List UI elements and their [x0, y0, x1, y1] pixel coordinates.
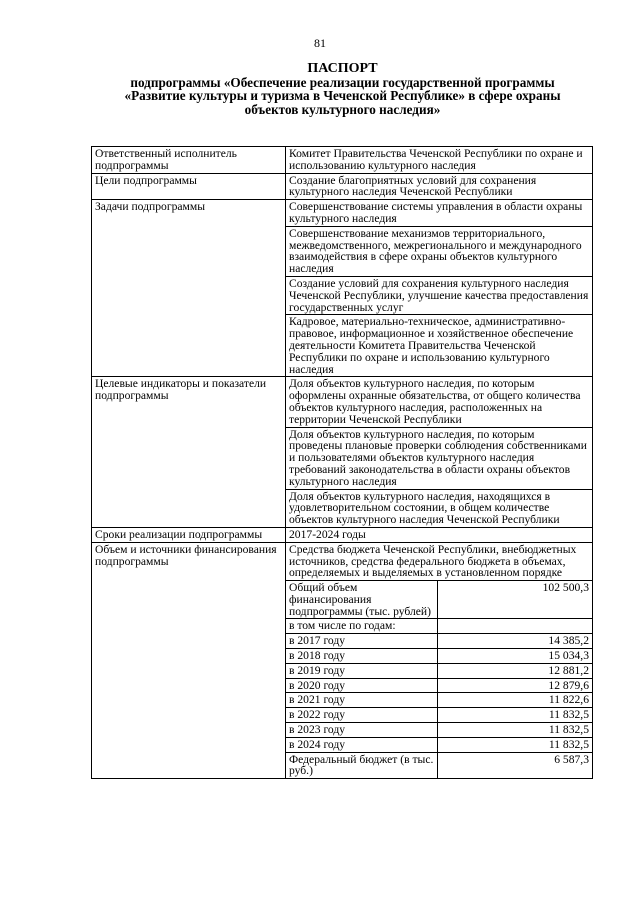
financing-by-years-label: в том числе по годам:: [286, 619, 438, 634]
financing-total-label: Общий объем финансирования подпрограммы (тыс. рублей): [286, 581, 438, 619]
table-row: [92, 200, 593, 227]
title-heading: ПАСПОРТ: [307, 61, 378, 76]
year-value: 14 385,2: [438, 634, 593, 649]
table-row: [92, 147, 593, 174]
year-value: 11 832,5: [438, 723, 593, 738]
year-value: 12 879,6: [438, 678, 593, 693]
goals-label: Цели подпрограммы: [92, 173, 286, 200]
table-row: [92, 527, 593, 542]
executor-label: Ответственный исполнитель подпрограммы: [92, 147, 286, 174]
year-label: в 2022 году: [286, 708, 438, 723]
year-label: в 2017 году: [286, 634, 438, 649]
financing-label: Объем и источники финансирования подпрограммы: [92, 542, 286, 779]
year-label: в 2019 году: [286, 663, 438, 678]
executor-value: Комитет Правительства Чеченской Республики по охране и использованию культурного наследия: [286, 147, 593, 174]
title-line-3: объектов культурного наследия»: [244, 101, 441, 117]
year-value: 11 832,5: [438, 737, 593, 752]
year-value: 15 034,3: [438, 649, 593, 664]
task-item: Создание условий для сохранения культурного наследия Чеченской Республики, улучшение качества предоставления государственных услуг: [286, 276, 593, 314]
year-label: в 2024 году: [286, 737, 438, 752]
year-value: 11 832,5: [438, 708, 593, 723]
indicator-item: Доля объектов культурного наследия, находящихся в удовлетворительном состоянии, в общем количестве объектов культурного наследия Чеченской Республики: [286, 489, 593, 527]
task-item: Совершенствование системы управления в области охраны культурного наследия: [286, 200, 593, 227]
federal-label: Федеральный бюджет (в тыс. руб.): [286, 752, 438, 779]
year-value: 11 822,6: [438, 693, 593, 708]
passport-table: [91, 146, 593, 779]
indicator-item: Доля объектов культурного наследия, по которым проведены плановые проверки соблюдения собственниками и пользователями объектов культурного наследия требований законодательства в области охраны объектов культурного наследия: [286, 427, 593, 489]
year-label: в 2018 году: [286, 649, 438, 664]
federal-value: 6 587,3: [438, 752, 593, 779]
year-label: в 2020 году: [286, 678, 438, 693]
title-line-1: подпрограммы «Обеспечение реализации государственной программы: [130, 74, 555, 90]
financing-sources: Средства бюджета Чеченской Республики, внебюджетных источников, средства федерального бюджета в объемах, определяемых и выделяемых в установленном порядке: [286, 542, 593, 580]
table-row: [92, 377, 593, 427]
financing-by-years-empty: [438, 619, 593, 634]
title-line-2: «Развитие культуры и туризма в Чеченской Республике» в сфере охраны: [124, 88, 561, 103]
year-label: в 2023 году: [286, 723, 438, 738]
financing-total-value: 102 500,3: [438, 581, 593, 619]
document-title: [90, 62, 595, 116]
task-item: Совершенствование механизмов территориального, межведомственного, межрегионального и международного взаимодействия в сфере охраны объектов культурного наследия: [286, 226, 593, 276]
terms-label: Сроки реализации подпрограммы: [92, 527, 286, 542]
terms-value: 2017-2024 годы: [286, 527, 593, 542]
goals-value: Создание благоприятных условий для сохранения культурного наследия Чеченской Республики: [286, 173, 593, 200]
indicators-label: Целевые индикаторы и показатели подпрограммы: [92, 377, 286, 528]
table-row: [92, 173, 593, 200]
indicator-item: Доля объектов культурного наследия, по которым оформлены охранные обязательства, от общего количества объектов культурного наследия, расположенных на территории Чеченской Республики: [286, 377, 593, 427]
table-row: [92, 542, 593, 580]
task-item: Кадровое, материально-техническое, административно-правовое, информационное и хозяйственное обеспечение деятельности Комитета Правительства Чеченской Республики по охране и использованию культурного наследия: [286, 315, 593, 377]
year-label: в 2021 году: [286, 693, 438, 708]
page-number: 81: [314, 36, 326, 50]
year-value: 12 881,2: [438, 663, 593, 678]
tasks-label: Задачи подпрограммы: [92, 200, 286, 377]
